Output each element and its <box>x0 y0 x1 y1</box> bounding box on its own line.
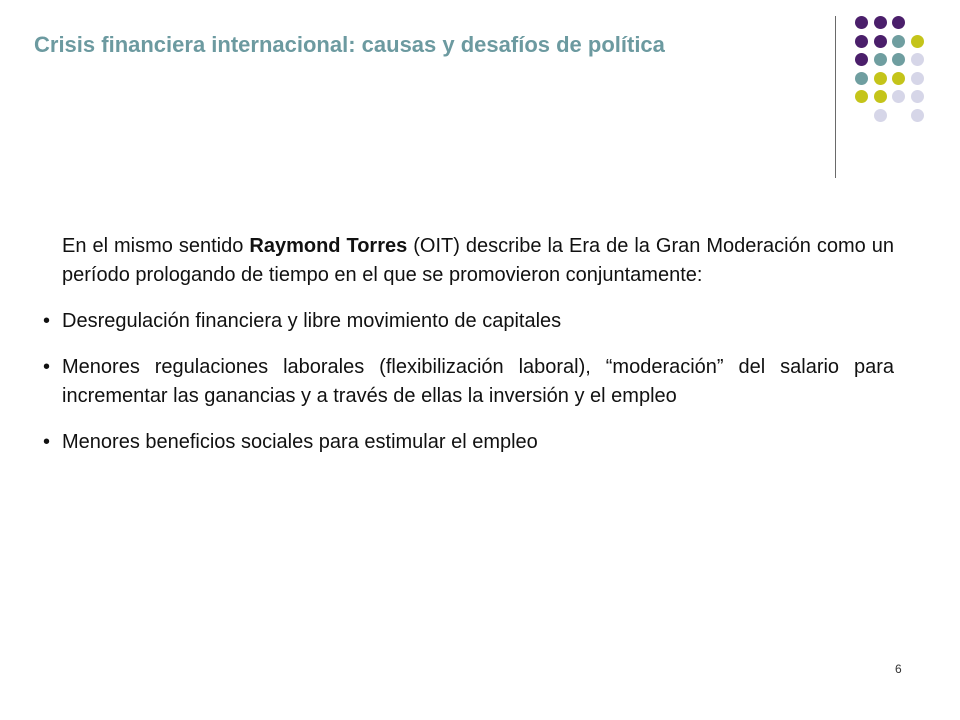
decorative-dot <box>874 72 887 85</box>
decorative-dot <box>874 35 887 48</box>
slide-title: Crisis financiera internacional: causas y desafíos de política <box>34 32 665 57</box>
decorative-dot <box>892 53 905 66</box>
decorative-dot <box>892 16 905 29</box>
bullet-marker: • <box>43 356 51 378</box>
bullet-marker: • <box>43 431 51 453</box>
bullet-marker: • <box>43 310 51 332</box>
bullet-text: Menores beneficios sociales para estimular el empleo <box>62 431 538 453</box>
bullet-item-social-benefits <box>43 428 894 457</box>
decorative-dot <box>855 35 868 48</box>
decorative-dot <box>911 72 924 85</box>
decorative-dot <box>892 90 905 103</box>
decorative-dot <box>855 53 868 66</box>
decorative-dot <box>911 35 924 48</box>
bullet-item-financial-deregulation <box>43 307 894 336</box>
decorative-dot <box>855 16 868 29</box>
bullet-list <box>43 307 894 457</box>
decorative-dot <box>892 72 905 85</box>
decorative-dot <box>874 90 887 103</box>
decorative-dot <box>911 109 924 122</box>
decorative-dot <box>892 35 905 48</box>
decorative-dot <box>855 72 868 85</box>
decorative-dot <box>874 53 887 66</box>
bullet-text: Menores regulaciones laborales (flexibilización laboral), “moderación” del salario para incrementar las ganancias y a través de ellas la inversión y el empleo <box>62 356 894 407</box>
bullet-item-labor-regulation <box>43 353 894 411</box>
intro-text-end: (OIT) describe la Era de la Gran Moderación como un período prologando de tiempo en el que se promovieron conjuntamente: <box>62 235 894 286</box>
decorative-dot <box>855 90 868 103</box>
page-number: 6 <box>895 662 902 676</box>
intro-text-start: En el mismo sentido <box>62 235 250 257</box>
intro-paragraph <box>62 232 894 290</box>
slide-body <box>43 232 894 457</box>
decorative-dot <box>874 109 887 122</box>
decorative-dot <box>874 16 887 29</box>
decorative-dot <box>911 90 924 103</box>
decorative-dot <box>911 53 924 66</box>
author-name: Raymond Torres <box>249 235 408 257</box>
bullet-text: Desregulación financiera y libre movimiento de capitales <box>62 310 562 332</box>
vertical-divider <box>835 16 836 178</box>
